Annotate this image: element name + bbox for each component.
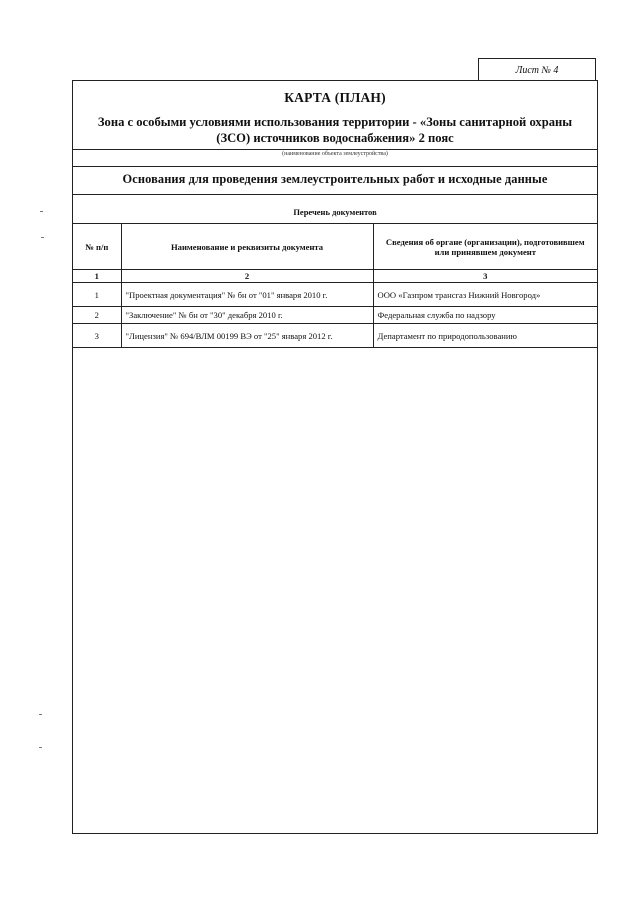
row-document: "Заключение" № бн от "30" декабря 2010 г. <box>121 307 373 324</box>
sheet-number-label: Лист № 4 <box>478 58 596 81</box>
row-document: "Лицензия" № 694/ВЛМ 00199 ВЭ от "25" января 2012 г. <box>121 324 373 348</box>
row-number: 1 <box>73 283 121 307</box>
document-frame <box>72 80 598 834</box>
row-organization: ООО «Газпром трансгаз Нижний Новгород» <box>373 283 597 307</box>
documents-table <box>73 223 597 348</box>
row-organization: Департамент по природопользованию <box>373 324 597 348</box>
row-number: 3 <box>73 324 121 348</box>
zone-subtitle: Зона с особыми условиями использования территории - «Зоны санитарной охраны (ЗСО) источников водоснабжения» 2 пояс <box>97 115 573 145</box>
margin-mark <box>40 211 43 212</box>
column-number-row <box>73 270 597 283</box>
row-organization: Федеральная служба по надзору <box>373 307 597 324</box>
table-row <box>73 324 597 348</box>
row-document: "Проектная документация" № бн от "01" января 2010 г. <box>121 283 373 307</box>
margin-mark <box>41 237 44 238</box>
column-number: 1 <box>73 270 121 283</box>
margin-mark <box>39 747 42 748</box>
table-row <box>73 307 597 324</box>
section-title: Основания для проведения землеустроительных работ и исходные данные <box>73 166 597 194</box>
header-number: № п/п <box>73 224 121 270</box>
table-row <box>73 283 597 307</box>
column-number: 2 <box>121 270 373 283</box>
object-caption: (наименование объекта землеустройства) <box>73 149 597 158</box>
documents-list-title: Перечень документов <box>73 194 597 223</box>
table-header-row <box>73 224 597 270</box>
column-number: 3 <box>373 270 597 283</box>
header-document: Наименование и реквизиты документа <box>121 224 373 270</box>
header-organization: Сведения об органе (организации), подготовившем или принявшем документ <box>373 224 597 270</box>
margin-mark <box>39 714 42 715</box>
page-title: КАРТА (ПЛАН) <box>284 90 386 105</box>
row-number: 2 <box>73 307 121 324</box>
